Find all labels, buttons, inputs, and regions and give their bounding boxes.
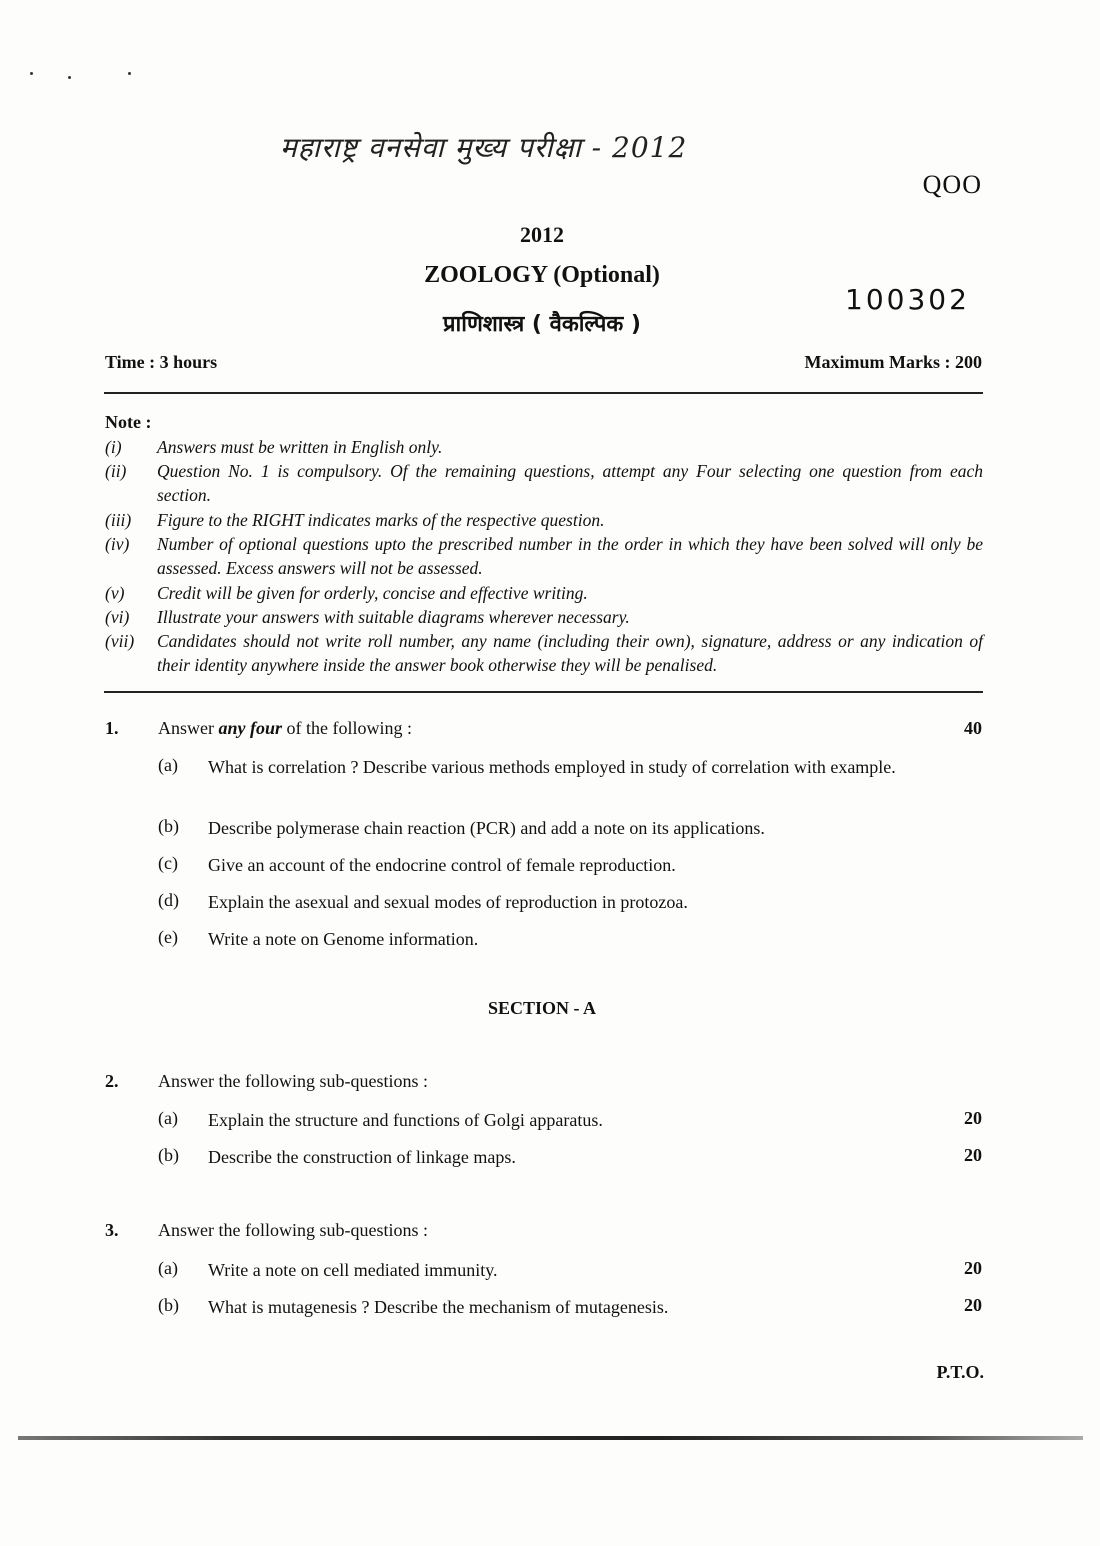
question-instruction: Answer the following sub-questions : (158, 1220, 428, 1240)
note-item (105, 581, 983, 605)
note-text: Illustrate your answers with suitable diagrams wherever necessary. (157, 607, 630, 627)
note-text: Question No. 1 is compulsory. Of the remaining questions, attempt any Four selecting one question from each section. (157, 461, 983, 505)
paper-number: 100302 (845, 283, 970, 316)
sub-question-text: Give an account of the endocrine control of female reproduction. (208, 855, 676, 875)
sub-question-marks: 20 (964, 1108, 982, 1128)
sub-question-text: Explain the asexual and sexual modes of reproduction in protozoa. (208, 892, 688, 912)
sub-question-text: Describe the construction of linkage maps. (208, 1147, 516, 1167)
note-item (105, 629, 983, 677)
question-instruction: Answer the following sub-questions : (158, 1071, 428, 1091)
sub-question-label: (b) (158, 1145, 179, 1165)
paper-code: QOO (922, 170, 982, 199)
sub-question-text: Explain the structure and functions of Golgi apparatus. (208, 1110, 603, 1130)
maximum-marks: Maximum Marks : 200 (804, 352, 982, 372)
note-text: Candidates should not write roll number, any name (including their own), signature, address or any indication of their identity anywhere inside the answer book otherwise they will be penalised. (157, 631, 983, 675)
question-instruction (158, 718, 412, 739)
please-turn-over: P.T.O. (936, 1362, 984, 1382)
note-number: (vii) (105, 631, 135, 651)
sub-question-marks: 20 (964, 1258, 982, 1278)
note-item (105, 508, 983, 532)
subject-title-hindi: प्राणिशास्त्र ( वैकल्पिक ) (443, 312, 641, 337)
sub-question-label: (a) (158, 755, 178, 775)
sub-question-label: (b) (158, 1295, 179, 1315)
note-heading: Note : (105, 412, 152, 432)
scan-edge-line (18, 1436, 1083, 1440)
question-number: 1. (105, 718, 119, 738)
note-number: (vi) (105, 607, 130, 627)
sub-question-marks: 20 (964, 1145, 982, 1165)
note-number: (v) (105, 583, 125, 603)
handwritten-exam-title: महाराष्ट्र वनसेवा मुख्य परीक्षा - 2012 (280, 131, 688, 164)
sub-question-label: (c) (158, 853, 178, 873)
note-item (105, 435, 983, 459)
note-text: Answers must be written in English only. (157, 437, 443, 457)
sub-question-label: (a) (158, 1108, 178, 1128)
question-number: 3. (105, 1220, 119, 1240)
sub-question-text: Write a note on Genome information. (208, 929, 479, 949)
sub-question-marks: 20 (964, 1295, 982, 1315)
scan-speck (30, 72, 33, 75)
sub-question-text: What is correlation ? Describe various methods employed in study of correlation with example. (208, 757, 896, 777)
scan-speck (128, 72, 131, 75)
sub-question-text: Describe polymerase chain reaction (PCR) and add a note on its applications. (208, 818, 765, 838)
note-text: Credit will be given for orderly, concise and effective writing. (157, 583, 588, 603)
sub-question-text: Write a note on cell mediated immunity. (208, 1260, 498, 1280)
time-allowed: Time : 3 hours (105, 352, 218, 372)
question-marks: 40 (964, 718, 982, 738)
section-heading: SECTION - A (487, 998, 597, 1018)
scan-speck (68, 76, 71, 79)
instruction-emphasis: any four (218, 718, 283, 738)
note-number: (iii) (105, 510, 132, 530)
divider-line (104, 392, 983, 394)
divider-line (104, 691, 983, 693)
note-item (105, 605, 983, 629)
exam-year: 2012 (520, 222, 564, 247)
sub-question-label: (b) (158, 816, 179, 836)
note-number: (i) (105, 437, 122, 457)
note-number: (iv) (105, 534, 130, 554)
instruction-prefix: Answer (158, 718, 219, 738)
question-number: 2. (105, 1071, 119, 1091)
subject-title: ZOOLOGY (Optional) (424, 262, 660, 288)
instruction-suffix: of the following : (282, 718, 412, 738)
sub-question-label: (e) (158, 927, 178, 947)
note-item (105, 532, 983, 580)
sub-question-label: (a) (158, 1258, 178, 1278)
note-text: Number of optional questions upto the prescribed number in the order in which they have been solved will only be assessed. Excess answers will not be assessed. (157, 534, 983, 578)
note-item (105, 459, 983, 507)
sub-question-label: (d) (158, 890, 179, 910)
note-text: Figure to the RIGHT indicates marks of the respective question. (157, 510, 605, 530)
sub-question-text: What is mutagenesis ? Describe the mechanism of mutagenesis. (208, 1297, 669, 1317)
note-number: (ii) (105, 461, 127, 481)
